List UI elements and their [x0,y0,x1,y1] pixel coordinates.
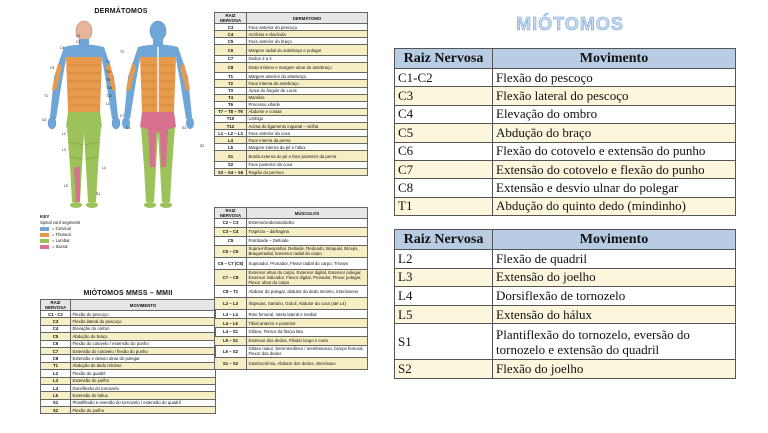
movement-cell: Elevação do ombro [493,105,736,123]
dermatome-label: L5 [64,184,68,188]
nerve-root-cell: C4 [215,31,247,38]
table-row [395,124,736,142]
col-header-raiz-nervosa: Raiz Nervosa [395,230,493,250]
table-row [215,115,368,122]
table-row [215,130,368,137]
nerve-root-cell: T3 [215,87,247,94]
table-row [215,357,368,369]
dermatome-label: C7 [120,114,125,118]
table-row [395,160,736,178]
miotomos-mmss-mmii-section [40,290,216,414]
movement-cell: Extensão do cotovelo e flexão do punho [493,160,736,178]
nerve-root-cell: C6 [395,142,493,160]
musculos-table [214,207,368,370]
muscle-cell: Glúteo maior, Semi-tendíneo / membranoso, bíceps femural, Flexor dos dedos [247,345,368,357]
dermatome-label: C6 [42,118,47,122]
table-row [215,80,368,87]
dermatome-label: T12 [106,94,112,98]
nerve-root-cell: S1 [41,399,71,406]
lower-table-body [395,250,736,379]
table-row [395,105,736,123]
nerve-root-cell: C7 [395,160,493,178]
table-row [215,137,368,144]
nerve-root-cell: L5 [395,305,493,324]
legend-swatch-thoracic [40,233,49,237]
nerve-root-cell: L5 [41,392,71,399]
muscle-cell: Iliopsoas, Sartório, Grácil, Abdutor da coxa (até L4) [247,298,368,310]
dermatomos-table [214,12,368,176]
table-row [215,327,368,336]
legend-swatch-sacral [40,245,49,249]
table-row [41,370,216,377]
movement-cell: Abdução do braço [493,124,736,142]
table-row [395,305,736,324]
dermatome-label: C2 [76,34,81,38]
miotomos-small-title: MIÓTOMOS MMSS – MMII [83,290,173,297]
nerve-root-cell: C8 [395,179,493,197]
muscle-cell: Extensor dos dedos, Fibular longo e curto [247,336,368,345]
nerve-root-cell: L3 [41,377,71,384]
table-row [215,269,368,286]
movement-cell: Flexão do pescoço [71,311,216,318]
nerve-root-cell: S1 [395,324,493,360]
nerve-root-cell: T1 [395,197,493,215]
table-row [395,179,736,197]
muscle-cell: Abdutor do polegar, abdutor do dedo mínimo, interósseos [247,286,368,298]
col-header-raiz: RAIZ NERVOSA [215,208,247,219]
table-row [215,345,368,357]
dermatome-label: S1 [96,192,101,196]
dermatome-label: T2 [120,50,124,54]
dermatome-cell: Borda externa do pé e face posterior da perna [247,151,368,162]
musculos-table-body [215,219,368,370]
table-row [41,384,216,391]
movement-cell: Flexão do cotovelo e extensão do punho [493,142,736,160]
dermatome-label: L4 [102,166,106,170]
nerve-root-cell: C1-C2 [395,69,493,87]
dermatome-label: C3 [76,40,81,44]
nerve-root-cell: L4 [215,137,247,144]
nerve-root-cell: C5 [215,236,247,245]
nerve-root-cell: C2 – C3 [215,219,247,228]
nerve-root-cell: T6 [215,101,247,108]
col-header-movimento: Movimento [493,230,736,250]
movement-cell: Flexão lateral do pescoço [71,318,216,325]
dermatome-cell: Face anterior da coxa [247,130,368,137]
movement-cell: Extensão do hálux [493,305,736,324]
dermatome-cell: Margem anterior do antebraço [247,73,368,80]
nerve-root-cell: S1 [215,151,247,162]
dermatome-label: T8 [106,78,110,82]
nerve-root-cell: T1 [215,73,247,80]
table-row [215,45,368,56]
nerve-root-cell: T10 [215,115,247,122]
movement-cell: Plantiflexão e eversão do tornozelo / extensão do quadril [71,399,216,406]
nerve-root-cell: C3 – C4 [215,227,247,236]
table-row [41,399,216,406]
nerve-root-cell: C8 – T1 [215,286,247,298]
movement-cell: Flexão do joelho [493,360,736,379]
movement-cell: Abdução do quinto dedo (mindinho) [493,197,736,215]
dermatome-cell: Processo xifoide [247,101,368,108]
table-row [215,151,368,162]
figure-title: DERMÁTOMOS [94,8,148,15]
nerve-root-cell: S1 – S2 [215,357,247,369]
nerve-root-cell: C6 [215,45,247,56]
nerve-root-cell: C4 [41,325,71,332]
table-row [215,298,368,310]
nerve-root-cell: T1 [41,362,71,369]
table-row [215,94,368,101]
nerve-root-cell: L5 – S2 [215,345,247,357]
muscle-cell: Extensor ulnar do carpo, Extensor digital, Extensor polegar, Extensor indicador, Flexor digital, Pronador, Flexor polegar, Flexor ulnar do carpo [247,269,368,286]
col-header-musculos: MÚSCULOS [247,208,368,219]
nerve-root-cell: C5 – C6 [215,245,247,257]
col-header-movimento: Movimento [493,49,736,69]
nerve-root-cell: C7 [215,55,247,62]
nerve-root-cell: S3 – S4 – S5 [215,169,247,176]
movement-cell: Elevação do ombro [71,325,216,332]
table-row [41,347,216,354]
muscle-cell: Glúteo, Tensor da fáscia lata [247,327,368,336]
table-row [395,250,736,269]
nerve-root-cell: L4 – S1 [215,327,247,336]
table-row [395,268,736,287]
color-legend [40,214,104,250]
nerve-root-cell: L3 [395,268,493,287]
movement-cell: Abdução do dedo mínimo [71,362,216,369]
table-row [395,287,736,306]
nerve-root-cell: C4 [395,105,493,123]
table-row [215,219,368,228]
nerve-root-cell: C3 [41,318,71,325]
table-row [215,286,368,298]
muscle-cell: Gastrocnêmio, Abdutor dos dedos, interósseo [247,357,368,369]
body-front [48,21,120,208]
nerve-root-cell: L5 – S1 [215,336,247,345]
movement-cell: Extensão e desvio ulnar do polegar [493,179,736,197]
nerve-root-cell: C5 [395,124,493,142]
nerve-root-cell: L4 [41,384,71,391]
table-row [215,310,368,319]
nerve-root-cell: S2 [41,407,71,414]
movement-cell: Dorsiflexão do tornozelo [71,384,216,391]
nerve-root-cell: T4 [215,94,247,101]
table-row [215,169,368,176]
dermatome-cell: Dedos 2 a 4 [247,55,368,62]
legend-item-lumbar: = Lumbar [40,238,104,244]
table-row [215,319,368,328]
movement-cell: Extensão do hálux [71,392,216,399]
movement-cell: Extensão e desvio ulnar do polegar [71,355,216,362]
table-row [41,325,216,332]
nerve-root-cell: L2 [395,250,493,269]
muscle-cell: Trapézio – diafragma [247,227,368,236]
movement-cell: Dorsiflexão de tornozelo [493,287,736,306]
table-row [215,108,368,115]
nerve-root-cell: C5 [215,38,247,45]
nerve-root-cell: T7 – T8 – T9 [215,108,247,115]
upper-limb-myotome-table [394,48,736,216]
table-row [215,123,368,130]
movement-cell: Flexão do joelho [71,407,216,414]
table-row [395,69,736,87]
dermatome-label: S2 [200,144,205,148]
dermatome-cell: Face anterior do pescoço [247,24,368,31]
nerve-root-cell: C6 [41,340,71,347]
table-row [215,55,368,62]
dermatome-body-diagram [36,17,206,212]
dermatome-label: L1 [106,102,110,106]
nerve-root-cell: C5 [41,333,71,340]
movement-cell: Flexão do quadril [71,370,216,377]
table-row [395,87,736,105]
table-row [215,245,368,257]
col-header-raiz: RAIZ NERVOSA [215,13,247,24]
table-row [215,73,368,80]
dermatome-label: T6 [106,70,110,74]
table-row [215,31,368,38]
dermatome-cell: Margem interna do pé e hálux [247,144,368,151]
dermatome-cell: Acrômio e clavícula [247,31,368,38]
dermatome-cell: Dedo mínimo e margem ulnar do antebraço [247,62,368,73]
table-row [41,392,216,399]
table-row [395,360,736,379]
dermatome-label: C8 [126,126,131,130]
legend-swatch-lumbar [40,239,49,243]
dermatomos-table-body [215,24,368,176]
nerve-root-cell: C3 [395,87,493,105]
nerve-root-cell: C1 - C2 [41,311,71,318]
muscle-cell: Reto femoral, Vasto lateral e medial [247,310,368,319]
movement-cell: Flexão do pescoço [493,69,736,87]
dermatome-cell: Margem radial do antebraço e polegar [247,45,368,56]
nerve-root-cell: L4 [395,287,493,306]
nerve-root-cell: C7 – C8 [215,269,247,286]
muscle-cell: Supra-infraespinhal, Deltoide, Redondo, Braquial, Bíceps, Braquirradial, Extensor radial do carpo [247,245,368,257]
table-row [215,87,368,94]
dermatome-label: C4 [60,46,65,50]
muscle-cell: Tibial anterior e posterior [247,319,368,328]
table-row [395,197,736,215]
table-row [41,311,216,318]
muscle-cell: Supinador, Pronador, Flexor radial do carpo, Tríceps [247,257,368,269]
table-row [41,407,216,414]
nerve-root-cell: S2 [395,360,493,379]
dermatome-figure-panel [36,8,206,288]
legend-item-sacral: = Sacral [40,244,104,250]
dermatome-cell: Acima do ligamento inguinal – virilha [247,123,368,130]
dermatome-cell: Face interna da perna [247,137,368,144]
miotomos-small-table [40,299,216,414]
upper-table-body [395,69,736,216]
legend-item-cervical: = Cervical [40,226,104,232]
dermatome-cell: Mamilos [247,94,368,101]
nerve-root-cell: C7 [41,347,71,354]
dermatome-label: C5 [50,66,55,70]
movement-cell: Extensão do joelho [493,268,736,287]
dermatome-label: T10 [106,86,112,90]
dermatome-label: L2 [62,132,66,136]
dermatome-label: T4 [106,60,110,64]
muscle-cell: Esternocleidomastóideo [247,219,368,228]
dermatome-label: S3 [182,126,187,130]
movement-cell: Plantiflexão do tornozelo, eversão do tornozelo e extensão do quadril [493,324,736,360]
legend-subtitle: Spinal cord segments [40,220,81,225]
table-row [215,62,368,73]
dermatome-cell: Face anterior do braço [247,38,368,45]
nerve-root-cell: L1 – L2 – L3 [215,130,247,137]
movement-cell: Extensão do joelho [71,377,216,384]
table-row [215,336,368,345]
table-row [215,161,368,168]
nerve-root-cell: L2 – L3 [215,298,247,310]
table-row [41,355,216,362]
page-title: MIÓTOMOS [516,14,624,34]
miotomos-small-body [41,311,216,414]
col-header-raiz: RAIZ NERVOSA [41,300,71,311]
nerve-root-cell: S2 [215,161,247,168]
nerve-root-cell: L4 – L5 [215,319,247,328]
movement-cell: Flexão do cotovelo / extensão do punho [71,340,216,347]
table-row [215,24,368,31]
table-row [41,377,216,384]
nerve-root-cell: C8 [41,355,71,362]
table-row [215,227,368,236]
muscle-cell: Romboide – Deltoide [247,236,368,245]
table-row [215,101,368,108]
table-row [215,38,368,45]
legend-item-thoracic: = Thoracic [40,232,104,238]
table-row [41,318,216,325]
movement-cell: Extensão do cotovelo / flexão do punho [71,347,216,354]
dermatome-cell: Face interna do antebraço [247,80,368,87]
nerve-root-cell: L2 [41,370,71,377]
nerve-root-cell: C8 [215,62,247,73]
nerve-root-cell: C3 [215,24,247,31]
table-row [215,257,368,269]
body-back [122,21,194,208]
table-row [395,324,736,360]
dermatome-label: L3 [62,148,66,152]
table-row [215,144,368,151]
lower-limb-myotome-table [394,229,736,379]
nerve-root-cell: L5 [215,144,247,151]
legend-title: KEY [40,214,50,219]
col-header-raiz-nervosa: Raiz Nervosa [395,49,493,69]
movement-cell: Abdução do braço [71,333,216,340]
table-row [395,142,736,160]
dermatome-cell: Abdome e costas [247,108,368,115]
col-header-movimento: MOVIMENTO [71,300,216,311]
dermatome-cell: Umbigo [247,115,368,122]
table-row [41,340,216,347]
table-row [41,362,216,369]
movement-cell: Flexão lateral do pescoço [493,87,736,105]
col-header-dermatomo: DERMÁTOMO [247,13,368,24]
movement-cell: Flexão de quadril [493,250,736,269]
table-row [41,333,216,340]
dermatome-label: T1 [44,94,48,98]
nerve-root-cell: L3 – L4 [215,310,247,319]
legend-swatch-cervical [40,227,49,231]
dermatome-cell: Região do períneo [247,169,368,176]
nerve-root-cell: T2 [215,80,247,87]
nerve-root-cell: C6 – C7 (C8) [215,257,247,269]
table-row [215,236,368,245]
dermatome-cell: Ápice do ângulo de Louis [247,87,368,94]
nerve-root-cell: T12 [215,123,247,130]
dermatome-cell: Face posterior da coxa [247,161,368,168]
